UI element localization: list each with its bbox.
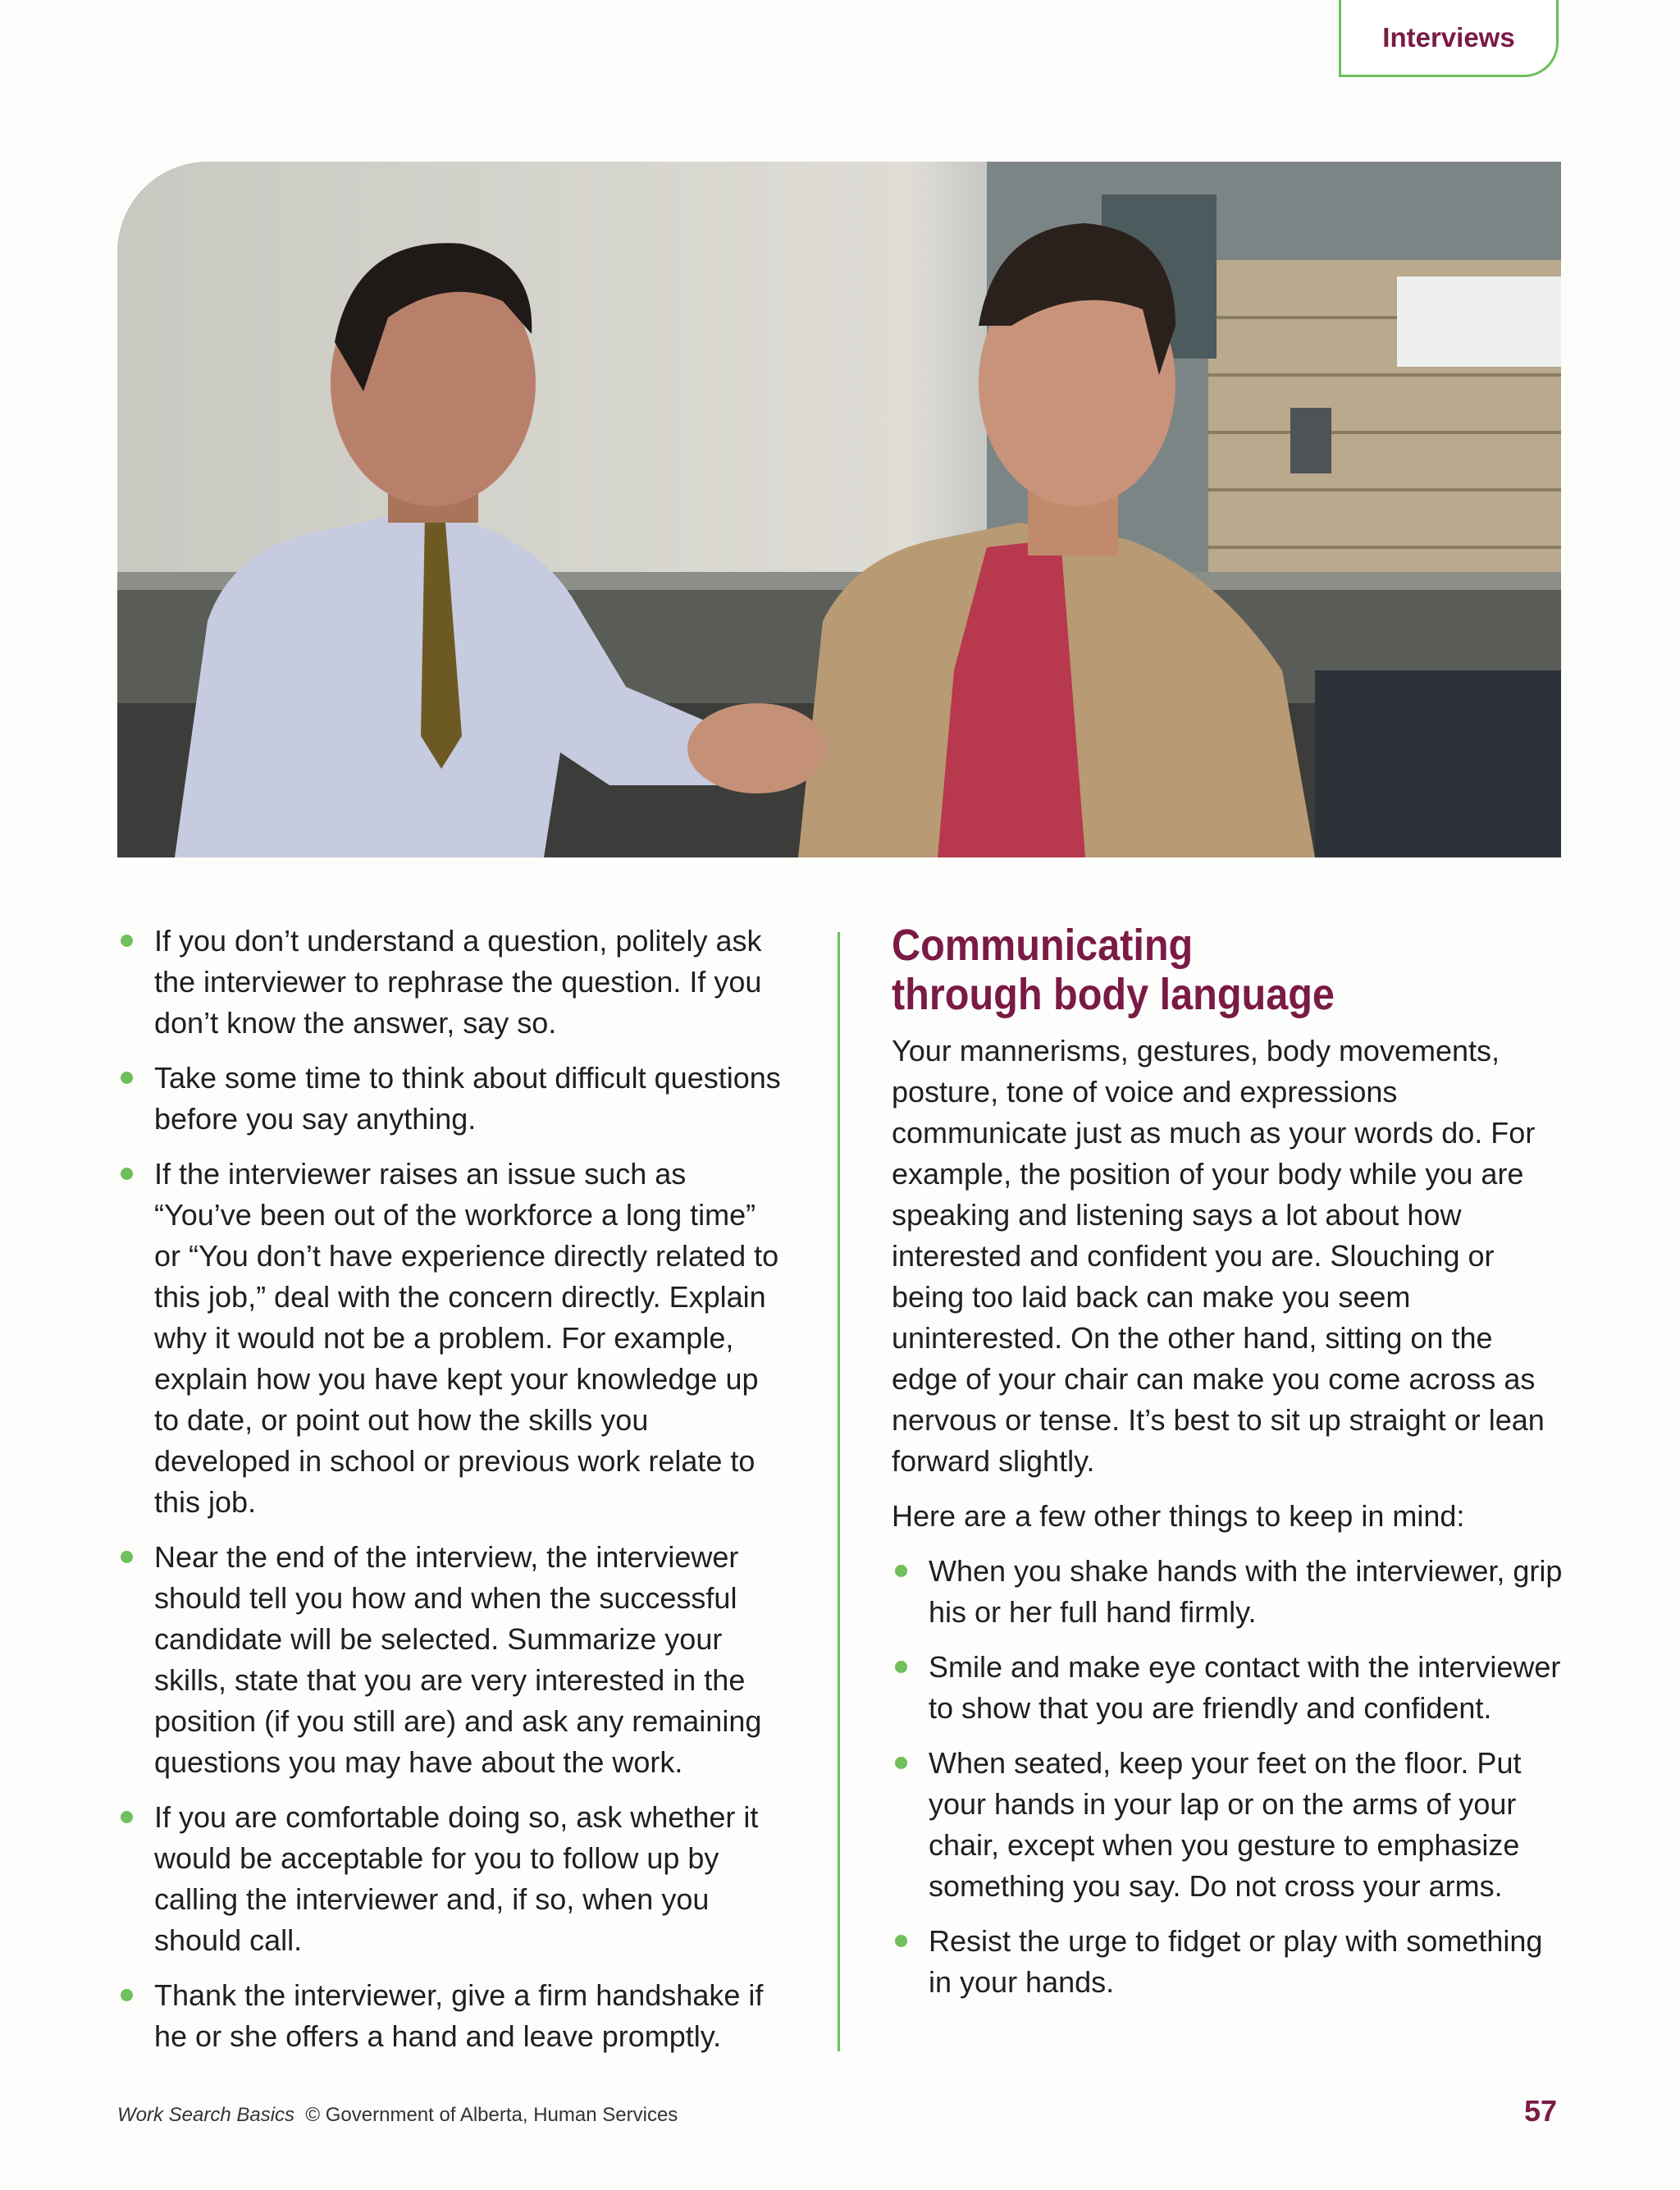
footer [117,2104,678,2127]
section-heading [892,921,1497,1019]
copyright: © Government of Alberta, Human Services [305,2104,678,2126]
list-item: Smile and make eye contact with the interviewer to show that you are friendly and confident. [892,1647,1564,1729]
list-item: If you are comfortable doing so, ask whether it would be acceptable for you to follow up by calling the interviewer and, if so, when you should call. [117,1797,790,1961]
heading-line-2: through body language [892,970,1335,1019]
body-language-list [892,1551,1564,2003]
right-column [892,921,1564,2017]
column-divider [838,932,840,2051]
section-tab-label: Interviews [1382,21,1515,53]
list-item: When seated, keep your feet on the floor. Put your hands in your lap or on the arms of your chair, except when you gesture to emphasize something you say. Do not cross your arms. [892,1743,1564,1907]
interview-tips-list [117,921,790,2057]
list-item: Resist the urge to fidget or play with something in your hands. [892,1921,1564,2003]
list-item: If you don’t understand a question, politely ask the interviewer to rephrase the question. If you don’t know the answer, say so. [117,921,790,1044]
body-paragraph: Your mannerisms, gestures, body movements, posture, tone of voice and expressions communicate just as much as your words do. For example, the position of your body while you are speaking and listening says a lot about how interested and confident you are. Slouching or being too laid back can make you seem uninterested. On the other hand, sitting on the edge of your chair can make you come across as nervous or tense. It’s best to sit up straight or lean forward slightly. [892,1034,1545,1478]
page-number: 57 [1524,2094,1558,2128]
heading-line-1: Communicating [892,921,1194,970]
list-item: When you shake hands with the interviewer, grip his or her full hand firmly. [892,1551,1564,1633]
list-item: Take some time to think about difficult questions before you say anything. [117,1058,790,1140]
handshake-photo [117,162,1561,857]
left-column [117,921,790,2071]
list-item: Near the end of the interview, the interviewer should tell you how and when the successful candidate will be selected. Summarize your skills, state that you are very interested in the position (if you still are) and ask any remaining questions you may have about the work. [117,1537,790,1783]
list-item: Thank the interviewer, give a firm handshake if he or she offers a hand and leave promptly. [117,1975,790,2057]
section-tab [1339,0,1559,77]
list-intro: Here are a few other things to keep in mind: [892,1499,1465,1533]
list-item: If the interviewer raises an issue such as “You’ve been out of the workforce a long time” or “You don’t have experience directly related to this job,” deal with the concern directly. Explain why it would not be a problem. For example, explain how you have kept your knowledge up to date, or point out how the skills you developed in school or previous work relate to this job. [117,1154,790,1523]
book-title: Work Search Basics [117,2104,295,2126]
